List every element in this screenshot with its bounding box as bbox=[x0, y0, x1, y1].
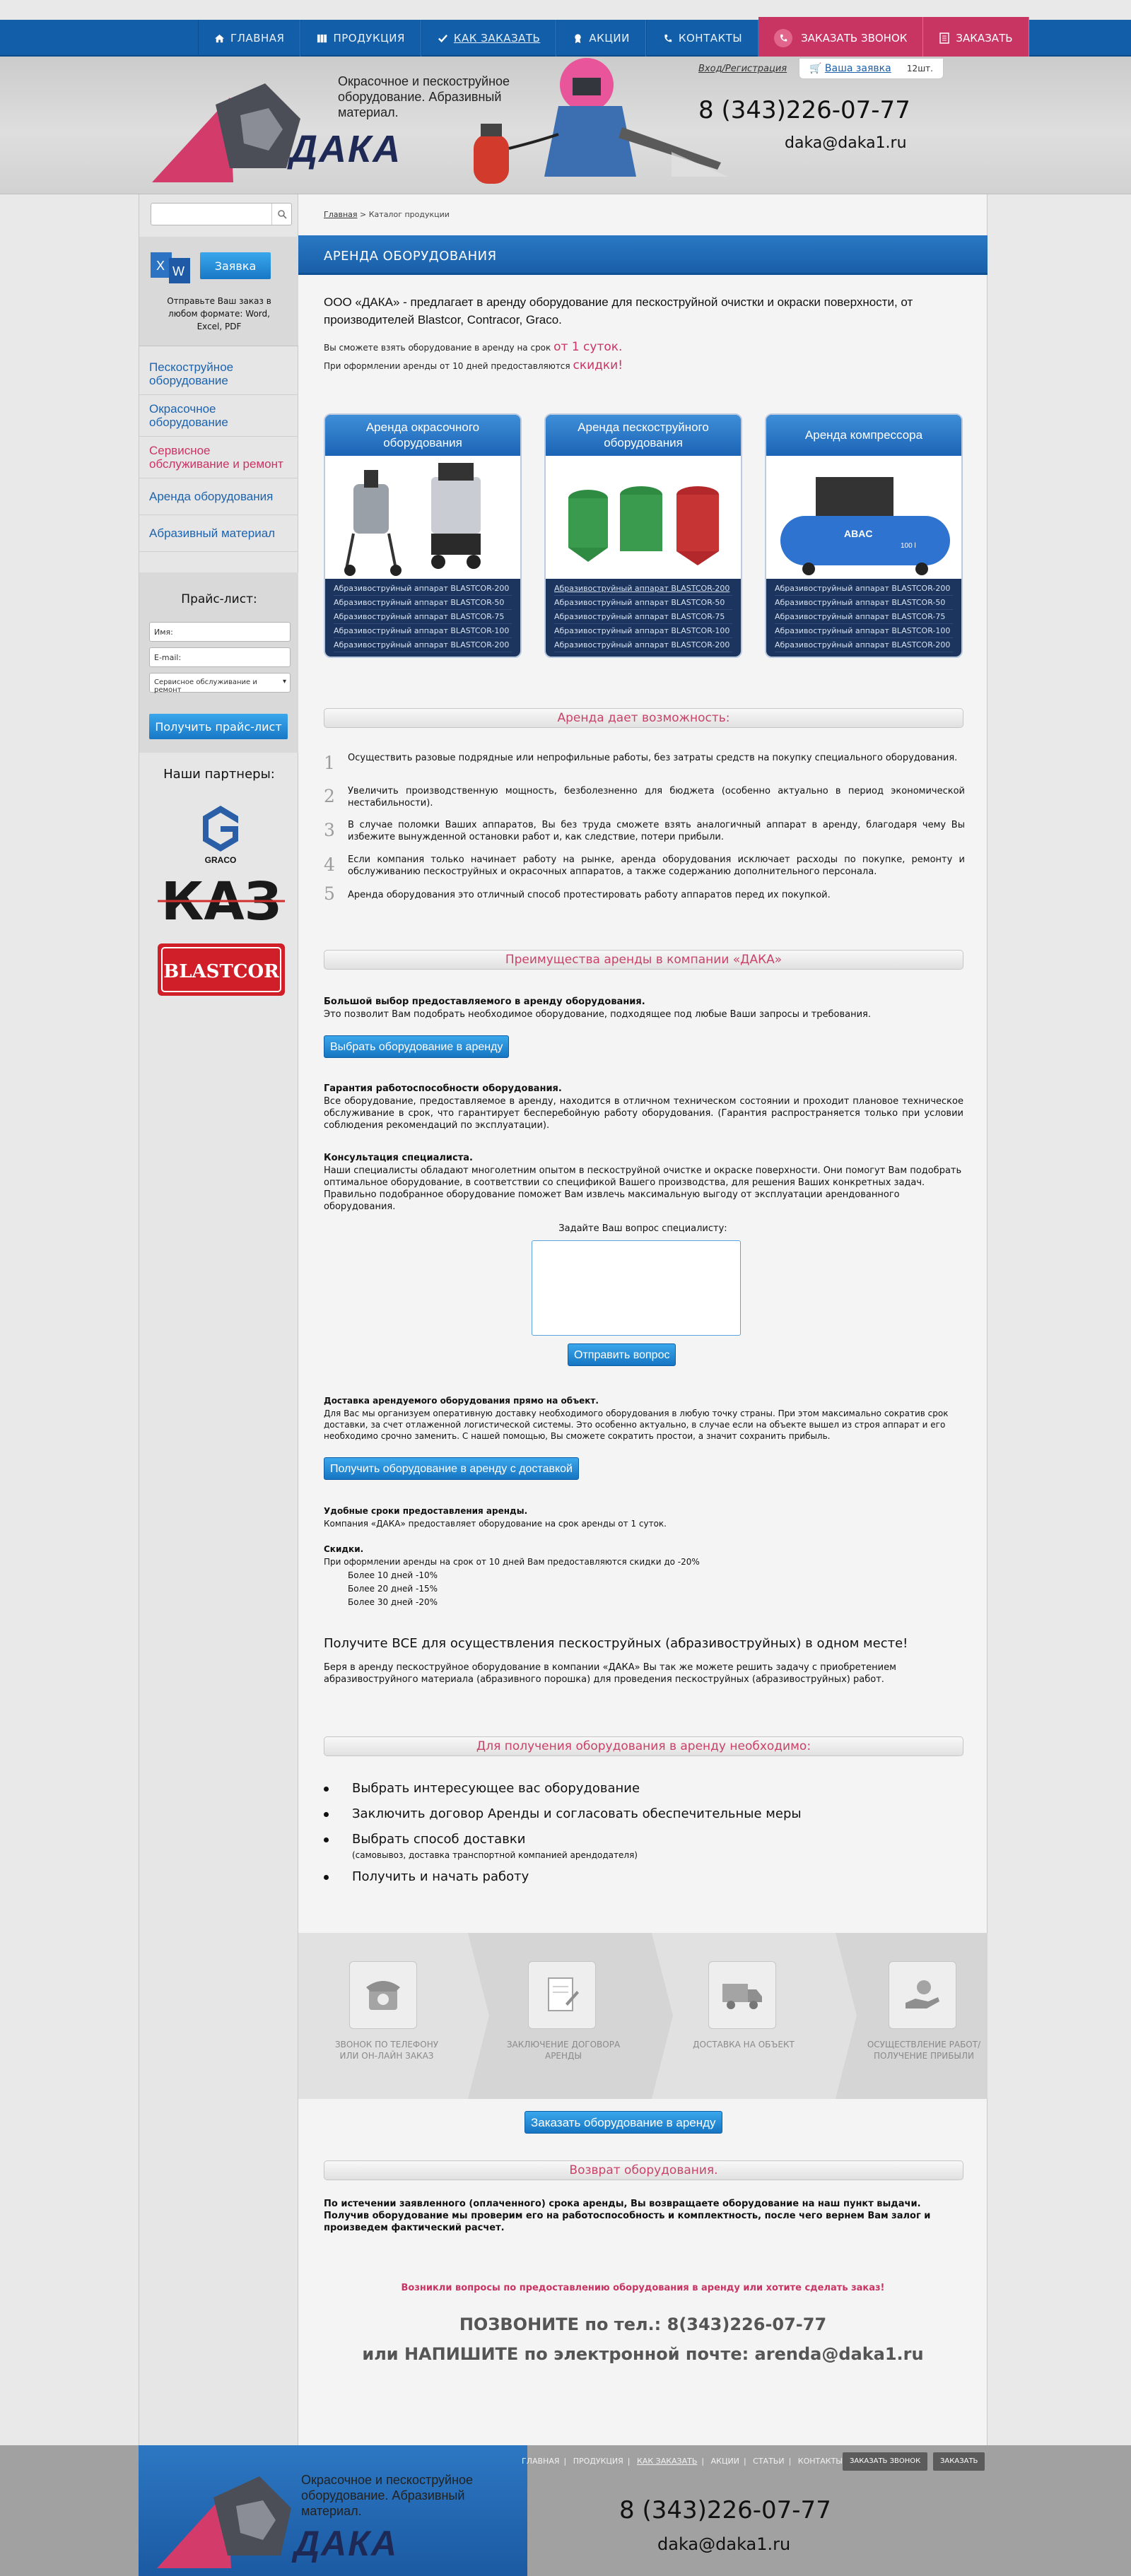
questions-prompt: Возникли вопросы по предоставлению оборудования в аренду или хотите сделать заказ! bbox=[401, 2283, 885, 2293]
discount-tier: Более 10 дней -10% bbox=[348, 1570, 438, 1580]
partner-logo-blastcor[interactable] bbox=[158, 943, 285, 996]
sidebar-item-sandblasting[interactable]: Пескоструйное оборудование bbox=[139, 353, 299, 395]
card-item[interactable]: Абразивоструйный аппарат BLASTCOR-100 bbox=[334, 624, 512, 638]
name-field[interactable]: Имя: bbox=[149, 622, 291, 642]
all-in-one-text: Беря в аренду пескоструйное оборудование в компании «ДАКА» Вы так же можете решить задачу с приобретением абразивоструйного материала (абразивного порошка) для проведения пескоструйных (абразивоструйных) работ. bbox=[324, 1662, 896, 1685]
order-top-label: ЗАКАЗАТЬ bbox=[956, 32, 1013, 45]
nav-contacts[interactable] bbox=[646, 20, 758, 57]
cart-icon: 🛒 bbox=[809, 63, 822, 74]
footer-nav-item[interactable]: АКЦИИ bbox=[710, 2457, 739, 2466]
card-item[interactable]: Абразивоструйный аппарат BLASTCOR-100 bbox=[554, 624, 732, 638]
order-rental-button[interactable]: Заказать оборудование в аренду bbox=[525, 2111, 722, 2134]
login-register-link[interactable]: Вход/Регистрация bbox=[698, 64, 787, 74]
terms-title: Удобные сроки предоставления аренды. bbox=[324, 1506, 528, 1516]
grid-icon bbox=[317, 33, 327, 44]
page-title: АРЕНДА ОБОРУДОВАНИЯ bbox=[324, 249, 497, 264]
discount-tier: Более 30 дней -20% bbox=[348, 1597, 438, 1607]
card-title: Аренда пескоструйного оборудования bbox=[546, 415, 741, 456]
callback-label: ЗАКАЗАТЬ ЗВОНОК bbox=[801, 32, 908, 45]
advantage-title: Консультация специалиста. bbox=[324, 1153, 473, 1163]
truck-icon bbox=[708, 1961, 776, 2029]
card-item-list bbox=[766, 579, 961, 655]
compressor-image bbox=[766, 456, 961, 579]
card-item[interactable]: Абразивоструйный аппарат BLASTCOR-75 bbox=[775, 610, 953, 624]
order-button-top[interactable] bbox=[923, 17, 1029, 59]
step-label: ЗВОНОК ПО ТЕЛЕФОНУ ИЛИ ОН-ЛАЙН ЗАКАЗ bbox=[334, 2040, 439, 2061]
return-heading: Возврат оборудования. bbox=[324, 2160, 963, 2180]
discount-tier: Более 20 дней -15% bbox=[348, 1584, 438, 1594]
write-us-text[interactable]: или НАПИШИТЕ по электронной почте: arenda@daka1.ru bbox=[362, 2344, 924, 2364]
paint-sprayer-image bbox=[325, 456, 520, 579]
breadcrumb-separator: > bbox=[357, 210, 369, 219]
list-number: 3 bbox=[324, 820, 335, 840]
discount-highlight: скидки! bbox=[573, 358, 623, 372]
possibility-item: В случае поломки Ваших аппаратов, Вы без труда сможете взять аналогичный аппарат в аренду, благодаря чему Вы избежите вынужденной остановки работ и, как следствие, потери прибыли. bbox=[348, 820, 965, 842]
get-with-delivery-button[interactable]: Получить оборудование в аренду с доставкой bbox=[324, 1457, 579, 1480]
card-item[interactable]: Абразивоструйный аппарат BLASTCOR-50 bbox=[554, 596, 732, 610]
possibility-item: Аренда оборудования это отличный способ протестировать работу аппаратов перед их покупкой. bbox=[348, 890, 831, 900]
card-title: Аренда окрасочного оборудования bbox=[325, 415, 520, 456]
cart-count: 12шт. bbox=[906, 64, 933, 73]
discount-text: При оформлении аренды от 10 дней предоставляются bbox=[324, 361, 570, 371]
requirement-item: Заключить договор Аренды и согласовать обеспечительные меры bbox=[324, 1806, 802, 1821]
card-title: Аренда компрессора bbox=[766, 415, 961, 456]
intro-text: ООО «ДАКА» - предлагает в аренду оборудование для пескоструйной очистки и окраски поверхности, от производителей Blastcor, Contracor, Graco. bbox=[324, 295, 913, 327]
footer-tagline: Окрасочное и пескоструйное оборудование. Абразивный материал. bbox=[301, 2473, 474, 2518]
footer-nav-item[interactable]: КОНТАКТЫ bbox=[797, 2457, 843, 2466]
requirements-heading: Для получения оборудования в аренду необходимо: bbox=[324, 1736, 963, 1756]
delivery-note: (самовывоз, доставка транспортной компанией арендодателя) bbox=[352, 1850, 638, 1860]
card-item[interactable]: Абразивоструйный аппарат BLASTCOR-50 bbox=[334, 596, 512, 610]
main-content bbox=[298, 194, 988, 2445]
card-item[interactable]: Абразивоструйный аппарат BLASTCOR-75 bbox=[554, 610, 732, 624]
phone-handset-icon bbox=[774, 29, 792, 47]
nav-promotions[interactable] bbox=[556, 20, 646, 57]
sidebar-item-abrasive[interactable]: Абразивный материал bbox=[139, 515, 299, 552]
possibilities-heading: Аренда дает возможность: bbox=[324, 708, 963, 728]
svg-text:100 l: 100 l bbox=[901, 542, 916, 550]
choose-equipment-button[interactable]: Выбрать оборудование в аренду bbox=[324, 1035, 509, 1058]
breadcrumb bbox=[324, 210, 450, 219]
rental-term-highlight: от 1 суток. bbox=[553, 340, 623, 354]
sandblaster-image bbox=[546, 456, 741, 579]
sandblaster-worker-image bbox=[459, 57, 728, 194]
partners-title: Наши партнеры: bbox=[163, 767, 275, 782]
card-item[interactable]: Абразивоструйный аппарат BLASTCOR-200 bbox=[334, 638, 512, 652]
nav-products[interactable] bbox=[300, 20, 421, 57]
question-label: Задайте Ваш вопрос специалисту: bbox=[558, 1223, 727, 1234]
delivery-text: Для Вас мы организуем оперативную доставку необходимого оборудования в любую точку страны. При этом максимально сократив срок доставки, за счет отлаженной логистической системы. Это особенно актуально, в случае если на объекте вышел из строя аппарат и его необходимо срочно заменить. С нашей помощью, Вы сможете сократить простои, а значит сохранить прибыль. bbox=[324, 1408, 949, 1441]
price-list-title: Прайс-лист: bbox=[181, 592, 257, 606]
footer-email[interactable]: daka@daka1.ru bbox=[657, 2534, 791, 2554]
footer-callback-button[interactable]: ЗАКАЗАТЬ ЗВОНОК bbox=[843, 2452, 927, 2471]
breadcrumb-current: Каталог продукции bbox=[368, 210, 450, 219]
footer-menu: ГЛАВНАЯ | ПРОДУКЦИЯ | КАК ЗАКАЗАТЬ | АКЦИИ | СТАТЬИ | КОНТАКТЫ bbox=[522, 2457, 843, 2466]
card-item[interactable]: Абразивоструйный аппарат BLASTCOR-200 bbox=[775, 582, 953, 596]
footer-nav-item[interactable]: ПРОДУКЦИЯ bbox=[573, 2457, 623, 2466]
requirements-list bbox=[324, 1781, 960, 1922]
card-sandblasting-rental[interactable] bbox=[544, 413, 742, 658]
return-text: По истечении заявленного (оплаченного) срока аренды, Вы возвращаете оборудование на наш пункт выдачи. Получив оборудование мы проверим его на работоспособность и комплектность, после чего вернем Вам залог и произведем фактический расчет. bbox=[324, 2199, 931, 2233]
header-email[interactable]: daka@daka1.ru bbox=[785, 134, 907, 152]
nav-how-to-order[interactable] bbox=[421, 20, 556, 57]
sidebar bbox=[139, 194, 298, 2445]
sidebar-item-painting[interactable]: Окрасочное оборудование bbox=[139, 395, 299, 437]
card-item[interactable]: Абразивоструйный аппарат BLASTCOR-50 bbox=[775, 596, 953, 610]
list-number: 5 bbox=[324, 883, 335, 904]
nav-promotions-label: АКЦИИ bbox=[589, 32, 630, 45]
footer-phone[interactable]: 8 (343)226-07-77 bbox=[619, 2496, 831, 2524]
footer-nav-item[interactable]: СТАТЬИ bbox=[753, 2457, 785, 2466]
breadcrumb-home[interactable]: Главная bbox=[324, 210, 358, 219]
rental-term-text: Вы сможете взять оборудование в аренду на срок bbox=[324, 343, 551, 353]
email-field[interactable]: E-mail: bbox=[149, 647, 291, 667]
possibility-item: Увеличить производственную мощность, безболезненно для бюджета (особенно актуально в период экономической нестабильности). bbox=[348, 786, 965, 808]
header-tagline: Окрасочное и пескоструйное оборудование. Абразивный материал. bbox=[338, 74, 510, 119]
svg-text:GRACO: GRACO bbox=[204, 855, 237, 865]
sidebar-item-service[interactable]: Сервисное обслуживание и ремонт bbox=[139, 437, 299, 478]
telephone-icon bbox=[349, 1961, 417, 2029]
requirement-item: Получить и начать работу bbox=[324, 1869, 529, 1884]
call-us-text[interactable]: ПОЗВОНИТЕ по тел.: 8(343)226-07-77 bbox=[459, 2315, 827, 2334]
rental-term-line bbox=[324, 340, 622, 354]
search-icon[interactable] bbox=[271, 204, 291, 225]
nav-home[interactable] bbox=[198, 20, 300, 57]
money-hand-icon bbox=[889, 1961, 956, 2029]
nav-products-label: ПРОДУКЦИЯ bbox=[333, 32, 405, 45]
step-label: ЗАКЛЮЧЕНИЕ ДОГОВОРА АРЕНДЫ bbox=[506, 2040, 621, 2061]
card-item[interactable]: Абразивоструйный аппарат BLASTCOR-200 bbox=[554, 638, 732, 652]
search-box[interactable] bbox=[151, 203, 292, 225]
footer-brand-area bbox=[139, 2445, 527, 2576]
partner-logo-graco[interactable] bbox=[189, 802, 252, 866]
possibility-item: Осуществить разовые подрядные или непрофильные работы, без затраты средств на покупку специального оборудования. bbox=[348, 753, 958, 763]
cart-widget[interactable] bbox=[799, 58, 944, 79]
callback-button[interactable] bbox=[758, 17, 923, 59]
card-item[interactable]: Абразивоструйный аппарат BLASTCOR-100 bbox=[775, 624, 953, 638]
svg-text:W: W bbox=[172, 264, 184, 278]
terms-text: Компания «ДАКА» предоставляет оборудование на срок аренды от 1 суток. bbox=[324, 1519, 667, 1529]
step-label: ОСУЩЕСТВЛЕНИЕ РАБОТ/ ПОЛУЧЕНИЕ ПРИБЫЛИ bbox=[867, 2040, 981, 2061]
advantage-title: Гарантия работоспособности оборудования. bbox=[324, 1083, 562, 1094]
card-item-list bbox=[546, 579, 741, 655]
document-icon bbox=[939, 29, 950, 47]
list-number: 2 bbox=[324, 786, 335, 806]
card-item[interactable]: Абразивоструйный аппарат BLASTCOR-200 bbox=[554, 582, 732, 596]
chevron-down-icon: ▾ bbox=[282, 678, 286, 686]
footer-nav-item[interactable]: КАК ЗАКАЗАТЬ bbox=[637, 2457, 698, 2466]
discounts-text: При оформлении аренды на срок от 10 дней Вам предоставляются скидки до -20% bbox=[324, 1557, 700, 1567]
svg-text:ABAC: ABAC bbox=[844, 528, 873, 539]
service-select-value: Сервисное обслуживание и ремонт bbox=[154, 678, 257, 694]
service-select[interactable] bbox=[149, 673, 291, 693]
site-footer bbox=[0, 2445, 1131, 2576]
send-question-button[interactable]: Отправить вопрос bbox=[568, 1343, 676, 1366]
contract-icon bbox=[528, 1961, 596, 2029]
discount-line bbox=[324, 358, 623, 372]
advantages-heading: Преимущества аренды в компании «ДАКА» bbox=[324, 950, 963, 970]
discounts-title: Скидки. bbox=[324, 1544, 364, 1554]
partner-logo-kaz[interactable] bbox=[158, 873, 285, 927]
card-item[interactable]: Абразивоструйный аппарат BLASTCOR-75 bbox=[334, 610, 512, 624]
page-title-bar bbox=[298, 235, 988, 275]
card-compressor-rental[interactable] bbox=[765, 413, 963, 658]
order-request-button[interactable]: Заявка bbox=[200, 252, 271, 279]
sidebar-item-rental[interactable]: Аренда оборудования bbox=[139, 478, 299, 515]
header-phone[interactable]: 8 (343)226-07-77 bbox=[698, 96, 910, 124]
requirement-item: Выбрать способ доставки bbox=[324, 1832, 525, 1847]
advantage-text: Все оборудование, предоставляемое в аренду, находится в отличном техническом состоянии и проходит плановое техническое обслуживание в срок, что гарантирует бесперебойную работу оборудования. (Гарантия распространяется только при условии соблюдения рекомендаций по эксплуатации). bbox=[324, 1096, 963, 1131]
price-list-form bbox=[139, 572, 299, 753]
svg-text:BLASTCOR: BLASTCOR bbox=[163, 961, 279, 982]
order-box bbox=[139, 237, 299, 346]
sidebar-menu bbox=[139, 353, 299, 552]
logo-text: ДАКА bbox=[290, 128, 402, 170]
word-excel-icon bbox=[151, 251, 193, 286]
site-header bbox=[0, 57, 1131, 194]
advantage-text: Наши специалисты обладают многолетним опытом в пескоструйной очистке и окраске поверхности. Они помогут Вам подобрать оптимальное оборудование, в соответствии со спецификой Вашего производства, для решения Ваших конкретных задач. Правильно подобранное оборудование поможет Вам извлечь максимальную выгоду от эксплуатации арендованного оборудования. bbox=[324, 1165, 962, 1212]
list-number: 4 bbox=[324, 854, 335, 875]
card-item-list bbox=[325, 579, 520, 655]
step-label: ДОСТАВКА НА ОБЪЕКТ bbox=[693, 2040, 795, 2049]
phone-small-icon bbox=[662, 33, 673, 44]
process-steps bbox=[298, 1933, 988, 2099]
advantage-text: Это позволит Вам подобрать необходимое оборудование, подходящее под любые Ваши запросы и требования. bbox=[324, 1009, 871, 1020]
advantage-title: Большой выбор предоставляемого в аренду оборудования. bbox=[324, 996, 645, 1007]
get-price-list-button[interactable]: Получить прайс-лист bbox=[149, 714, 288, 739]
footer-logo-emblem[interactable] bbox=[157, 2476, 312, 2568]
nav-contacts-label: КОНТАКТЫ bbox=[678, 32, 743, 45]
all-in-one-title: Получите ВСЕ для осуществления пескоструйных (абразивоструйных) в одном месте! bbox=[324, 1636, 908, 1651]
order-formats-text: Отправьте Ваш заказ в любом формате: Word, Excel, PDF bbox=[167, 296, 271, 331]
card-item[interactable]: Абразивоструйный аппарат BLASTCOR-200 bbox=[775, 638, 953, 652]
footer-order-button[interactable]: ЗАКАЗАТЬ bbox=[933, 2452, 985, 2471]
nav-home-label: ГЛАВНАЯ bbox=[230, 32, 285, 45]
check-icon bbox=[438, 33, 448, 44]
list-number: 1 bbox=[324, 753, 335, 773]
delivery-title: Доставка арендуемого оборудования прямо на объект. bbox=[324, 1396, 599, 1406]
svg-text:КАЗ: КАЗ bbox=[160, 873, 282, 927]
card-painting-rental[interactable] bbox=[324, 413, 522, 658]
top-navigation bbox=[0, 20, 1131, 57]
footer-nav-item[interactable]: ГЛАВНАЯ bbox=[522, 2457, 560, 2466]
home-icon bbox=[214, 33, 225, 44]
nav-how-to-order-label: КАК ЗАКАЗАТЬ bbox=[453, 32, 541, 45]
badge-icon bbox=[573, 33, 583, 44]
svg-text:X: X bbox=[156, 259, 165, 273]
question-textarea[interactable] bbox=[532, 1240, 741, 1336]
card-item[interactable]: Абразивоструйный аппарат BLASTCOR-200 bbox=[334, 582, 512, 596]
possibility-item: Если компания только начинает работу на рынке, аренда оборудования исключает расходы по покупке, ремонту и обслуживанию пескоструйных и окрасочных аппаратов, а также содержанию дополнительного персонала. bbox=[348, 854, 965, 877]
footer-logo-text: ДАКА bbox=[294, 2524, 399, 2563]
cart-label: Ваша заявка bbox=[824, 63, 891, 74]
requirement-item: Выбрать интересующее вас оборудование bbox=[324, 1781, 640, 1796]
